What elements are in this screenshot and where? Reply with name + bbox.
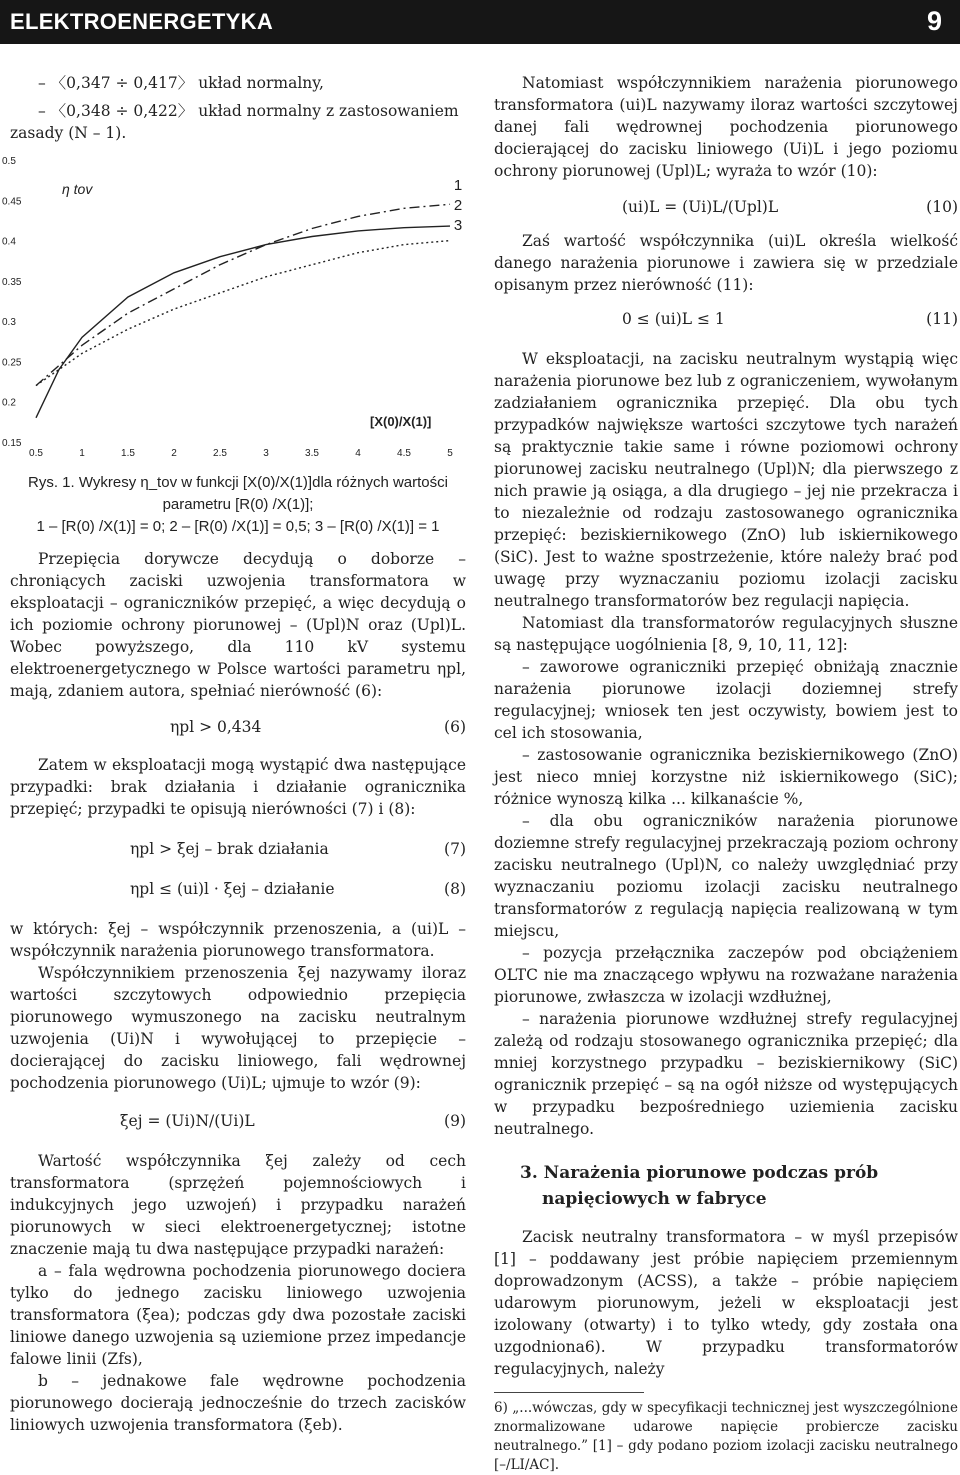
section-heading xyxy=(494,1160,958,1212)
legend-entry: 2 xyxy=(453,197,463,214)
paragraph: b – jednakowe fale wędrowne pochodzenia piorunowego docierają jednocześnie do trzech zacisków liniowych uzwojenia transformatora (ξeb). xyxy=(10,1372,466,1434)
equation-expr: ηpl ≤ (ui)l · ξej – działanie xyxy=(130,880,335,898)
y-tick-label: 0.25 xyxy=(2,357,22,369)
list-item: – dla obu ograniczników narażenia piorunowe doziemne strefy regulacyjnej przekraczają poziom ochrony zacisku neutralnego (Upl)N, co należy uwzględniać przy wyznaczaniu poziomu izolacji zacisku neutralnego transformatorów z regulacją napięcia realizowaną w tym miejscu, xyxy=(494,812,958,940)
equation-expr: ηpl > ξej – brak działania xyxy=(130,840,329,858)
right-column xyxy=(494,72,958,1475)
paragraph: Zatem w eksploatacji mogą wystąpić dwa następujące przypadki: brak działania i działanie ogranicznika przepięć; przypadki te opisują nierówności (7) i (8): xyxy=(10,756,466,818)
page-header xyxy=(0,0,960,44)
equation-expr: ηpl > 0,434 xyxy=(170,718,262,736)
series-line-2 xyxy=(36,204,450,385)
range-item: – 〈0,347 ÷ 0,417〉 układ normalny, xyxy=(38,74,324,92)
equation-expr: (ui)L = (Ui)L/(Upl)L xyxy=(622,198,779,216)
equation-9 xyxy=(10,1104,466,1138)
section-heading-line: 3. Narażenia piorunowe podczas prób xyxy=(520,1163,879,1183)
y-axis-label: η tov xyxy=(62,181,93,197)
equation-number: (11) xyxy=(926,310,958,328)
equation-10 xyxy=(494,190,958,224)
equation-number: (10) xyxy=(926,198,958,216)
equation-7 xyxy=(10,832,466,866)
caption-line: Rys. 1. Wykresy η_tov w funkcji [X(0)/X(1)]dla różnych wartości xyxy=(28,474,448,491)
equation-number: (7) xyxy=(444,840,466,858)
list-item: – zaworowe ograniczniki przepięć obniżają znacznie narażenia piorunowe izolacji doziemnej strefy regulacyjnej; wniosek ten jest oczywisty, bowiem jest to cel ich stosowania, xyxy=(494,658,958,742)
footnote-rule xyxy=(494,1392,644,1393)
list-item: – narażenia piorunowe wzdłużnej strefy regulacyjnej zależą od rodzaju stosowanego ogranicznika przepięć; dla mniej korzystnego przypadku – beziskiernikowy (SiC) ogranicznik przepięć – są na ogół niższe od występujących w przypadku bezpośredniego uziemienia zacisku neutralnego. xyxy=(494,1010,958,1138)
y-tick-label: 0.3 xyxy=(2,317,16,329)
list-item: – pozycja przełącznika zaczepów pod obciążeniem OLTC nie ma znaczącego wpływu na rozważane narażenia piorunowe, zwłaszcza w izolacji wzdłużnej, xyxy=(494,944,958,1006)
equation-6 xyxy=(10,710,466,744)
x-tick-label: 0.5 xyxy=(29,448,43,459)
x-tick-label: 3.5 xyxy=(305,448,319,459)
caption-line: parametru [R(0) /X(1)]; xyxy=(162,496,314,513)
equation-expr: ξej = (Ui)N/(Ui)L xyxy=(120,1112,255,1130)
equation-11 xyxy=(494,302,958,336)
paragraph: Zacisk neutralny transformatora – w myśl przepisów [1] – poddawany jest próbie napięciem przemiennym doprowadzonym (ACSS), a także – próbie napięciem udarowym piorunowym, jeżeli w eksploatacji jest izolowany (otwarty) i to tylko wtedy, gdy została ona uzgodniona6). W przypadku transformatorów regulacyjnych, należy xyxy=(494,1228,958,1378)
legend-entry: 1 xyxy=(453,177,463,194)
x-tick-label: 4 xyxy=(355,448,361,459)
x-tick-label: 1 xyxy=(79,448,85,459)
x-tick-label: 3 xyxy=(263,448,269,459)
equation-number: (9) xyxy=(444,1112,466,1130)
paragraph: W eksploatacji, na zacisku neutralnym wystąpią więc narażenia piorunowe bez lub z ograniczeniem, wywołanym zadziałaniem ogranicznika przepięć. Dla obu tych przypadków największe wartości szczytowe tych narażeń są praktycznie takie same i równe poziomowi ochrony piorunowej zacisku neutralnego (Upl)N; dla pierwszego z nich prawie ją osiąga, a dla drugiego – jej nie przekracza i to niezależnie od rodzaju zastosowanego ogranicznika przepięć: beziskiernikowego (ZnO) lub iskiernikowego (SiC). Jest to ważne spostrzeżenie, które należy brać pod uwagę przy wyznaczaniu poziomu izolacji zacisku neutralnego transformatorów bez regulacji napięcia. xyxy=(494,350,958,610)
x-tick-label: 1.5 xyxy=(121,448,135,459)
x-tick-label: 2.5 xyxy=(213,448,227,459)
paragraph: Zaś wartość współczynnika (ui)L określa wielkość danego narażenia piorunowe i zawiera się w przedziale opisanym przez nierówność (11): xyxy=(494,232,958,294)
section-heading-line: napięciowych w fabryce xyxy=(542,1189,767,1209)
paragraph: Natomiast współczynnikiem narażenia piorunowego transformatora (ui)L nazywamy iloraz wartości szczytowej danej fali wędrownej pochodzenia piorunowego docierającej do zacisku liniowego (Ui)L i jego poziomu ochrony piorunowej (Upl)L; wyraża to wzór (10): xyxy=(494,74,958,180)
left-text xyxy=(10,548,466,1436)
paragraph: Natomiast dla transformatorów regulacyjnych słuszne są następujące uogólnienia [8, 9, 10, 11, 12]: xyxy=(494,614,958,654)
equation-expr: 0 ≤ (ui)L ≤ 1 xyxy=(622,310,725,328)
page-number: 9 xyxy=(926,6,942,36)
figure-chart xyxy=(0,150,470,468)
list-item: – zastosowanie ogranicznika beziskiernikowego (ZnO) jest nieco mniej korzystne niż iskiernikowego (SiC); różnice wynoszą kilka ... kilkanaście %, xyxy=(494,746,958,808)
equation-8 xyxy=(10,872,466,906)
paragraph: Przepięcia dorywcze decydują o doborze – chroniących zaciski uzwojenia transformatora w eksploatacji – ograniczników przepięć, a więc decydują o ich poziomie ochrony piorunowej – (Upl)N oraz (Upl)L. Wobec powyższego, dla 110 kV systemu elektroenergetycznego w Polsce wartości parametru ηpl, mają, zdaniem autora, spełniać nierówność (6): xyxy=(10,550,466,700)
x-axis-label: [X(0)/X(1)] xyxy=(370,414,432,429)
footnote: 6) „...wówczas, gdy w specyfikacji technicznej jest wyszczególnione znormalizowane udarowe napięcie probiercze zacisku neutralnego.” [1] – gdy podano poziom izolacji zacisku neutralnego [–/LI/AC]. xyxy=(494,1400,958,1473)
figure-caption xyxy=(10,472,466,538)
paragraph: Wartość współczynnika ξej zależy od cech transformatora (sprzężeń pojemnościowych i indukcyjnych jego uzwojeń) i przypadku narażeń piorunowych w sieci elektroenergetycznej; istotne znaczenie mają tu dwa następujące przypadki narażeń: xyxy=(10,1152,466,1258)
equation-number: (6) xyxy=(444,718,466,736)
x-tick-label: 4.5 xyxy=(397,448,411,459)
paragraph: Współczynnikiem przenoszenia ξej nazywamy iloraz wartości szczytowych odpowiednio przepięcia piorunowego wymuszonego na zacisku neutralnym uzwojenia (Ui)N i wywołującej to przepięcie – docierającej do zacisku liniowego, fali wędrownej pochodzenia piorunowego (Ui)L; ujmuje to wzór (9): xyxy=(10,964,466,1092)
left-column xyxy=(10,72,466,144)
y-tick-label: 0.2 xyxy=(2,397,16,409)
y-tick-label: 0.45 xyxy=(2,196,22,208)
y-tick-label: 0.15 xyxy=(2,438,22,449)
y-tick-label: 0.35 xyxy=(2,276,22,288)
legend-entry: 3 xyxy=(453,217,463,234)
y-tick-label: 0.4 xyxy=(2,236,16,248)
y-tick-label: 0.5 xyxy=(2,156,16,167)
paragraph: w których: ξej – współczynnik przenoszenia, a (ui)L – współczynnik narażenia piorunowego transformatora. xyxy=(10,920,466,960)
caption-line: 1 – [R(0) /X(1)] = 0; 2 – [R(0) /X(1)] = 0,5; 3 – [R(0) /X(1)] = 1 xyxy=(36,518,440,535)
equation-number: (8) xyxy=(444,880,466,898)
series-line-3 xyxy=(36,241,450,386)
x-tick-label: 2 xyxy=(171,448,177,459)
x-tick-label: 5 xyxy=(447,448,453,459)
journal-title: ELEKTROENERGETYKA xyxy=(10,9,274,34)
paragraph: a – fala wędrowna pochodzenia piorunowego dociera tylko do jednego zacisku liniowego uzwojenia transformatora (ξea); podczas gdy dwa pozostałe zaciski liniowe danego uzwojenia są uziemione przez impedancje falowe linii (Zfs), xyxy=(10,1262,466,1368)
range-item: – 〈0,348 ÷ 0,422〉 układ normalny z zastosowaniem zasady (N – 1). xyxy=(10,102,459,142)
